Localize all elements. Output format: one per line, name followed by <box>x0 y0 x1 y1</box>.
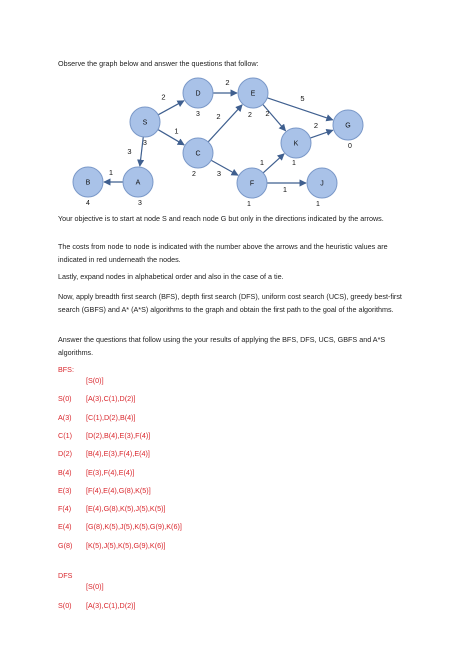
edge-s-d <box>158 101 184 115</box>
edge-k-g <box>310 130 333 138</box>
edge-cost-label: 2 <box>265 109 270 118</box>
node-d <box>183 78 213 118</box>
edge-cost-label: 3 <box>216 169 222 178</box>
node-label: S <box>142 119 148 127</box>
frontier-queue: [G(8),K(5),J(5),K(5),G(9),K(6)] <box>86 522 182 532</box>
node-label: A <box>135 179 141 187</box>
heuristic-label: 1 <box>316 201 320 208</box>
heuristic-label: 1 <box>292 160 296 167</box>
tie-break-paragraph: Lastly, expand nodes in alphabetical order and also in the case of a tie. <box>58 272 284 281</box>
expanded-node: B(4) <box>58 467 72 477</box>
frontier-queue: [C(1),D(2),B(4)] <box>86 412 136 422</box>
frontier-queue: [B(4),E(3),F(4),E(4)] <box>86 449 150 459</box>
heuristic-label: 3 <box>138 200 142 207</box>
node-label: C <box>195 150 201 158</box>
edge-cost-label: 2 <box>313 121 319 130</box>
node-c <box>183 138 213 178</box>
frontier-queue: [S(0)] <box>86 582 104 591</box>
heuristic-label: 2 <box>248 112 252 119</box>
heuristic-label: 0 <box>348 143 352 150</box>
edge-cost-label: 1 <box>259 158 265 167</box>
node-label: G <box>345 122 351 130</box>
node-k <box>281 128 311 167</box>
node-label: E <box>250 90 256 98</box>
graph-nodes <box>73 78 363 208</box>
heuristic-label: 2 <box>192 171 196 178</box>
node-label: J <box>320 180 324 188</box>
bfs-heading: BFS: <box>58 365 74 374</box>
edge-cost-label: 1 <box>108 168 114 177</box>
expanded-node: G(8) <box>58 540 73 550</box>
heuristic-label: 3 <box>143 140 147 147</box>
node-e <box>238 78 268 119</box>
dfs-heading: DFS <box>58 571 73 580</box>
node-label: B <box>85 179 91 187</box>
frontier-queue: [D(2),B(4),E(3),F(4)] <box>86 430 151 440</box>
search-graph-diagram <box>0 0 474 210</box>
expanded-node: A(3) <box>58 412 72 422</box>
answer-instructions-paragraph: Answer the questions that follow using the your results of applying the BFS, DFS, UCS, GBFS and A*S algorithms. <box>58 335 386 357</box>
edge-s-c <box>158 130 184 145</box>
frontier-queue: [E(3),F(4),E(4)] <box>86 467 135 477</box>
node-f <box>237 168 267 208</box>
edge-f-k <box>263 154 284 173</box>
edge-cost-label: 1 <box>174 126 179 136</box>
frontier-queue: [A(3),C(1),D(2)] <box>86 394 136 404</box>
expanded-node: E(4) <box>58 522 72 532</box>
node-b <box>73 167 103 207</box>
edge-cost-label: 2 <box>216 112 221 121</box>
edge-cost-label: 3 <box>127 147 132 156</box>
expanded-node: S(0) <box>58 600 72 610</box>
node-s <box>130 107 160 147</box>
node-label: D <box>195 90 201 98</box>
heuristic-label: 1 <box>247 201 251 208</box>
expanded-node: D(2) <box>58 449 72 459</box>
frontier-queue: [E(4),G(8),K(5),J(5),K(5)] <box>86 504 166 514</box>
objective-paragraph: Your objective is to start at node S and reach node G but only in the directions indicated by the arrows. <box>58 214 384 223</box>
intro-text: Observe the graph below and answer the questions that follow: <box>58 59 259 68</box>
edge-cost-label: 5 <box>300 94 305 103</box>
edge-cost-label: 2 <box>161 92 166 102</box>
heuristic-label: 4 <box>86 200 90 207</box>
frontier-queue: [S(0)] <box>86 376 104 385</box>
expanded-node: F(4) <box>58 504 72 514</box>
node-label: K <box>293 140 299 148</box>
node-a <box>123 167 153 207</box>
expanded-node: C(1) <box>58 430 72 440</box>
algorithms-paragraph: Now, apply breadth first search (BFS), depth first search (DFS), uniform cost search (UCS), greedy best-first search (GBFS) and A* (A*S) algorithms to the graph and obtain the first path to the goal of the algorithms. <box>58 292 402 314</box>
node-j <box>307 168 337 208</box>
edge-cost-label: 1 <box>282 185 288 194</box>
edge-cost-label: 2 <box>225 78 230 87</box>
expanded-node: E(3) <box>58 485 72 495</box>
costs-paragraph: The costs from node to node is indicated with the number above the arrows and the heuristic values are indicated in red underneath the nodes. <box>58 242 388 264</box>
node-label: F <box>249 180 255 188</box>
heuristic-label: 3 <box>196 111 200 118</box>
node-g <box>333 110 363 150</box>
edge-c-e <box>208 105 242 142</box>
expanded-node: S(0) <box>58 394 72 404</box>
edge-c-f <box>211 160 238 175</box>
frontier-queue: [K(5),J(5),K(5),G(9),K(6)] <box>86 540 166 550</box>
frontier-queue: [F(4),E(4),G(8),K(5)] <box>86 485 151 495</box>
frontier-queue: [A(3),C(1),D(2)] <box>86 600 136 610</box>
